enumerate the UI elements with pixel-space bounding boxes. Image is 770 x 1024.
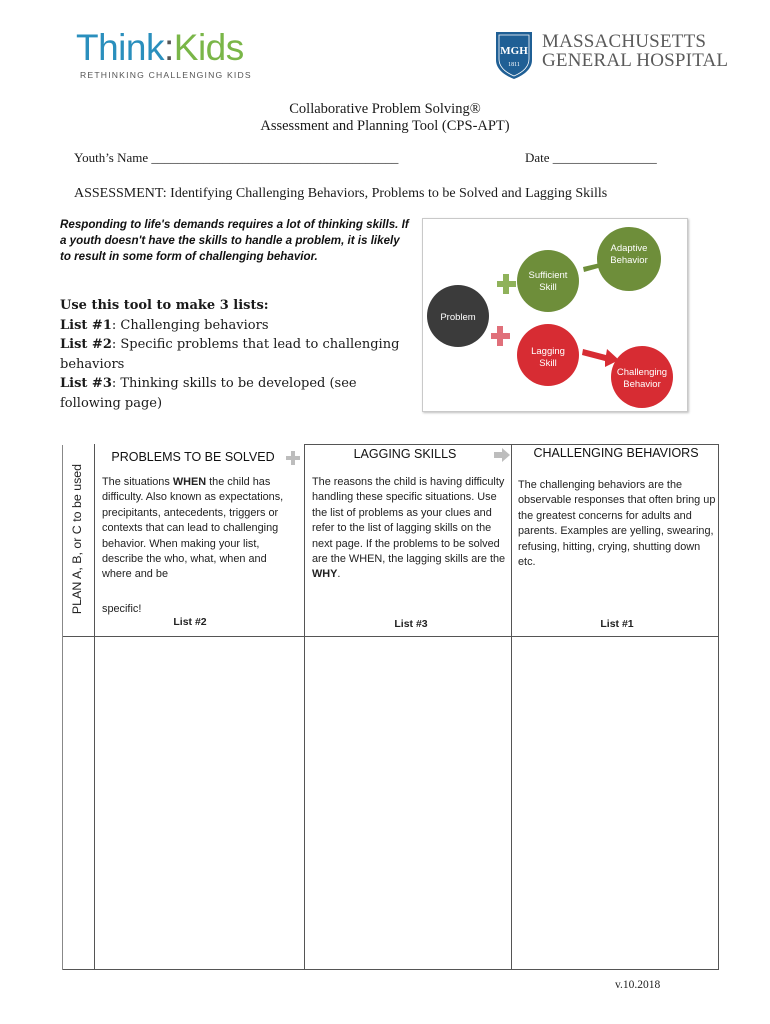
col-body-text: The reasons the child is having difficulty handling these specific situations. Use the list of problems as your clues and refer to the list of lagging skills on the next page. If the problems to be solved are the WHEN, the lagging skills are the [312,476,506,566]
thinkkids-logo [76,28,266,84]
table-divider-1 [304,444,305,970]
mgh-shield-icon [494,30,534,80]
logo-think: Think [76,27,164,68]
table-border-right [718,444,719,970]
lagging-label: Lagging [531,346,565,357]
thinkkids-wordmark [76,28,266,68]
col-body-text: The situations [102,476,173,488]
plan-label [62,445,92,633]
youth-name-field[interactable]: Youth’s Name ______________________________________ [74,150,399,165]
list-item-text: : Challenging behaviors [111,317,269,333]
challenging-label: Challenging [616,367,668,378]
col-body-text: the child has difficulty. Also known as expectations, precipitants, antecedents, triggers or contexts that can lead to challenging behavior. When making your list, describe the who, what, when and where and be [102,476,284,581]
col-head-challenging: CHALLENGING BEHAVIORS [533,446,699,460]
adaptive-label: Behavior [610,255,648,266]
table-border-bottom [62,969,719,970]
version-label: v.10.2018 [615,979,661,991]
skills-diagram-svg [423,219,689,413]
green-plus-icon [497,274,516,294]
list-item-text: : Thinking skills to be developed (see following page) [60,376,357,411]
col-head-lagging: LAGGING SKILLS [353,447,457,461]
red-plus-icon [491,326,510,346]
logo-colon: : [163,27,174,68]
sufficient-label: Skill [539,282,557,293]
list-item-label: List #3 [60,376,112,391]
arrow-right-icon [494,448,510,462]
list-item [60,374,420,413]
mgh-name-line1: MASSACHUSETTS [542,31,707,52]
date-field[interactable]: Date ________________ [525,150,657,165]
thinkkids-tagline: RETHINKING CHALLENGING KIDS [80,70,252,80]
list-item-label: List #1 [60,317,112,333]
sufficient-skill-circle [517,250,579,312]
col-body-problems [102,475,294,583]
list-item-text: : Specific problems that lead to challenging behaviors [60,337,400,372]
logo-kids: Kids [173,27,244,68]
col-list-problems: List #2 [173,616,207,628]
list-item-label: List #2 [60,337,112,352]
mgh-name-line2: GENERAL HOSPITAL [542,50,729,71]
col-body-lagging [312,475,506,583]
adaptive-label: Adaptive [610,243,648,254]
sufficient-label: Sufficient [528,270,568,281]
col-head-problems: PROBLEMS TO BE SOLVED [111,450,275,464]
skills-diagram [422,218,688,412]
plus-icon [286,451,300,465]
list-item [60,316,420,336]
assessment-heading: ASSESSMENT: Identifying Challenging Behaviors, Problems to be Solved and Lagging Skills [74,186,608,201]
arrow-to-challenging-icon [582,349,619,367]
intro-text: Responding to life's demands requires a lot of thinking skills. If a youth doesn't have the skills to handle a problem, it is likely to result in some form of challenging behavior. [60,218,409,263]
challenging-label: Behavior [623,379,661,390]
lists-heading: Use this tool to make 3 lists: [60,298,269,313]
col-list-lagging: List #3 [394,618,428,630]
col-body-bold: WHEN [172,476,207,488]
table-divider-2 [511,444,512,970]
table-header-line [62,636,719,637]
col-body-challenging: The challenging behaviors are the observable responses that often bring up the greatest concerns for adults and parents. Examples are yelling, swearing, refusing, hitting, crying, shutting down etc. [518,479,716,569]
col-body-text: . [337,568,341,581]
list-item [60,335,420,374]
problem-label: Problem [440,312,476,323]
mgh-shield-year: 1811 [508,62,520,68]
lists-section [60,296,420,413]
col-list-challenging: List #1 [600,618,634,630]
col-body-bold: WHY [312,568,338,581]
mgh-logo [494,30,734,86]
plan-label-text: PLAN A, B, or C to be used [70,463,84,615]
mgh-name [542,32,728,70]
lagging-label: Skill [539,358,557,369]
doc-title: Collaborative Problem Solving® [289,101,481,117]
doc-subtitle: Assessment and Planning Tool (CPS-APT) [260,118,510,134]
mgh-shield-text: MGH [500,45,528,57]
table-border-left [94,444,95,970]
col-body-problems-tail: specific! [102,603,142,615]
